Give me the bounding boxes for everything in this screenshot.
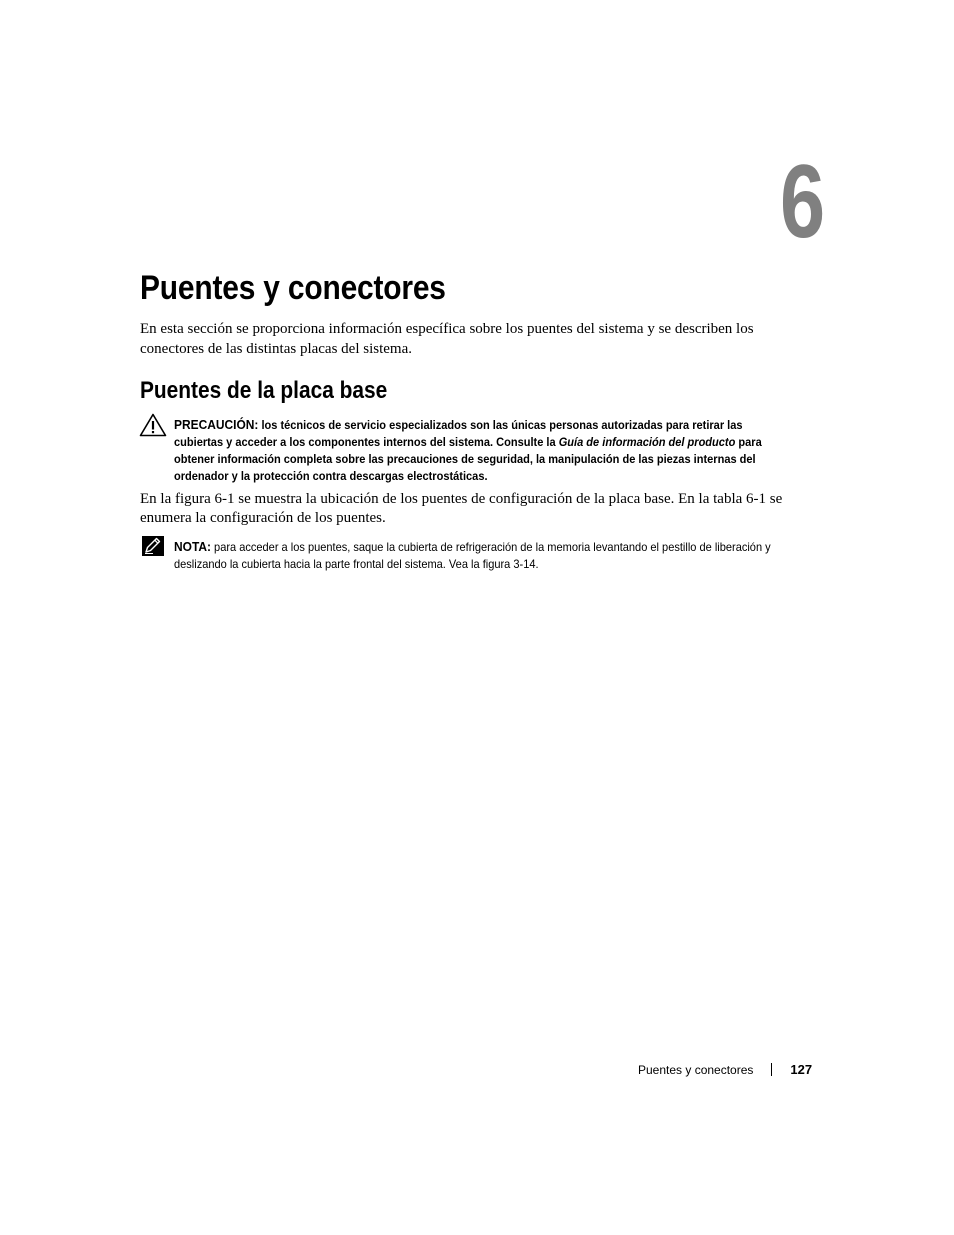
- body-paragraph: En la figura 6-1 se muestra la ubicación de los puentes de configuración de la placa base. En la tabla 6-1 se enumera la configuración de los puentes.: [140, 491, 783, 526]
- chapter-title: Puentes y conectores: [140, 269, 446, 307]
- caution-text-after: para obtener información completa sobre las precauciones de seguridad, la manipulación de las piezas internas del ordenador y la protección contra descargas electrostáticas.: [174, 435, 762, 483]
- section-title: Puentes de la placa base: [140, 377, 388, 404]
- note-label: NOTA:: [174, 539, 211, 554]
- note-text: para acceder a los puentes, saque la cubierta de refrigeración de la memoria levantando el pestillo de liberación y deslizando la cubierta hacia la parte frontal del sistema. Vea la figura 3-14.: [174, 540, 771, 571]
- caution-notice: [174, 416, 781, 485]
- note-pencil-icon: [142, 536, 164, 556]
- note-notice: [174, 538, 781, 573]
- chapter-number: 6: [780, 144, 826, 260]
- intro-paragraph: En esta sección se proporciona información específica sobre los puentes del sistema y se describen los conectores de las distintas placas del sistema.: [140, 321, 754, 357]
- caution-label: PRECAUCIÓN:: [174, 417, 259, 432]
- footer-section-name: Puentes y conectores: [638, 1063, 754, 1077]
- page-footer: [638, 1061, 812, 1079]
- caution-guide-title: Guía de información del producto: [558, 435, 736, 449]
- page-number: 127: [790, 1062, 813, 1077]
- caution-text-before: los técnicos de servicio especializados son las únicas personas autorizadas para retirar las cubiertas y acceder a los componentes internos del sistema. Consulte la: [174, 418, 743, 449]
- footer-separator: [771, 1063, 772, 1076]
- caution-triangle-icon: [139, 413, 167, 437]
